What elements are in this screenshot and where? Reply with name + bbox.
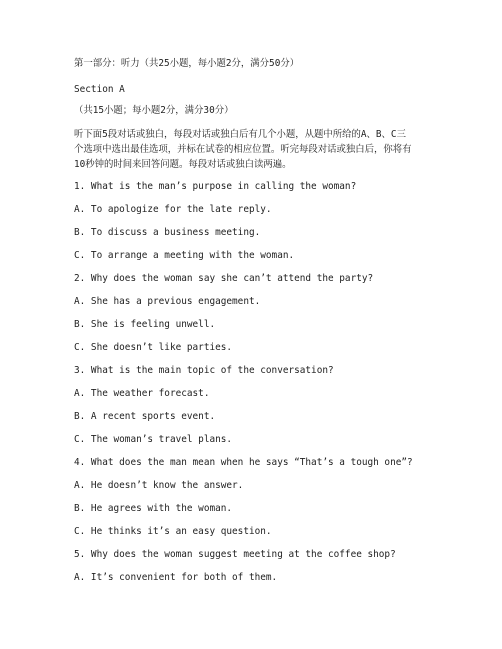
question-1: 1. What is the man’s purpose in calling the woman? <box>74 181 357 192</box>
question-3-option-c: C. The woman’s travel plans. <box>74 434 233 445</box>
question-1-option-b: B. To discuss a business meeting. <box>74 227 261 238</box>
question-2-option-b: B. She is feeling unwell. <box>74 319 216 330</box>
question-3-option-a: A. The weather forecast. <box>74 388 210 399</box>
question-1-option-a: A. To apologize for the late reply. <box>74 204 272 215</box>
question-4-option-a: A. He doesn’t know the answer. <box>74 480 244 491</box>
intro-line: 个选项中选出最佳选项，并标在试卷的相应位置。听完每段对话或独白后，你将有 <box>74 144 412 155</box>
question-2-option-c: C. She doesn’t like parties. <box>74 342 233 353</box>
question-3-option-b: B. A recent sports event. <box>74 411 216 422</box>
question-4-option-b: B. He agrees with the woman. <box>74 503 233 514</box>
question-2: 2. Why does the woman say she can’t attend the party? <box>74 273 374 284</box>
question-5: 5. Why does the woman suggest meeting at the coffee shop? <box>74 549 396 560</box>
question-3: 3. What is the main topic of the conversation? <box>74 365 334 376</box>
intro-line: 听下面5段对话或独白，每段对话或独白后有几个小题，从题中所给的A、B、C三 <box>74 129 406 140</box>
question-2-option-a: A. She has a previous engagement. <box>74 296 261 307</box>
question-4-option-c: C. He thinks it’s an easy question. <box>74 526 272 537</box>
question-4: 4. What does the man mean when he says “That’s a tough one”? <box>74 457 413 468</box>
section-heading: Section A <box>74 84 125 95</box>
intro-line: 10秒钟的时间来回答问题。每段对话或独白读两遍。 <box>74 159 292 170</box>
question-1-option-c: C. To arrange a meeting with the woman. <box>74 250 295 261</box>
section-note: （共15小题；每小题2分，满分30分） <box>74 105 234 116</box>
part-title: 第一部分：听力（共25小题，每小题2分，满分50分） <box>74 58 300 69</box>
question-5-option-a: A. It’s convenient for both of them. <box>74 572 278 583</box>
